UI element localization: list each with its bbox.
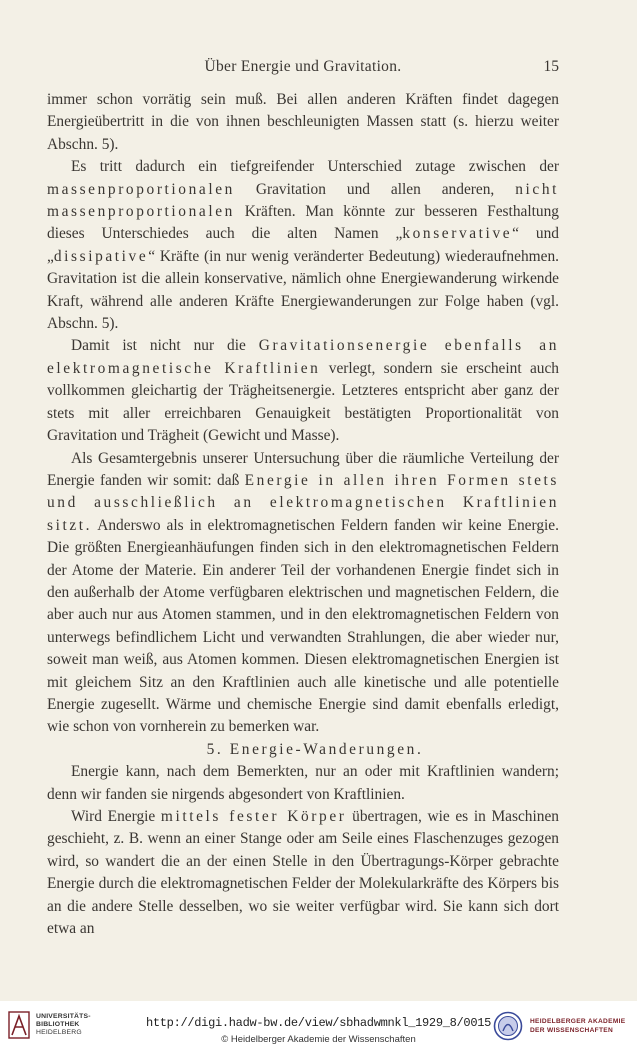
- body-text: [47, 89, 559, 940]
- p6-emphasis: mittels fester Körper: [160, 808, 347, 825]
- copyright-notice: © Heidelberger Akademie der Wissenschaften: [221, 1034, 416, 1045]
- paragraph-1: immer schon vorrätig sein muß. Bei allen anderen Kräften findet dagegen Energieübertritt in die von ihnen beschleunigten Massen statt (s. hierzu weiter Abschn. 5).: [47, 91, 559, 153]
- p3-text-0: Damit ist nicht nur die: [71, 337, 259, 355]
- academy-line-1: HEIDELBERGER AKADEMIE: [530, 1018, 626, 1025]
- p2-emphasis-massenproportionalen: massenproportionalen: [47, 180, 235, 198]
- p4-text-2: Anderswo als in elektromagnetischen Feldern fanden wir keine Energie. Die größten Energieanhäufungen finden sich in den elektromagnetischen Feldern der Atome der Materie. Ein anderer Teil der vorhandenen Energie findet sich in den außerhalb der Atome verfügbaren elektrischen und magnetischen Feldern, die aber auch nur aus Atomen stammen, und in den elektromagnetischen Feldern von unterwegs befindlichem Licht und verwandten Strahlungen, die aber wieder nur, soweit man weiß, aus Atomen kommen. Diesen elektromagnetischen Energien ist mit gleichem Sitz an den Kraftlinien auch alle kinetische und alle potentielle Energie zugesellt. Wärme und chemische Energie sind damit ebenfalls erledigt, wie schon von vornherein zu bemerken war.: [47, 516, 559, 736]
- p4-emphasis: Energie in allen ihren Formen stets und ausschließlich an elektromagnetischen Kraftlinien sitzt.: [47, 471, 559, 534]
- p4-text-0: Als Gesamtergebnis unserer Untersuchung über die räumliche Verteilung der Energie fanden wir somit: daß: [47, 449, 559, 489]
- p6-text-0: Wird Energie: [71, 808, 161, 825]
- p2-text-8: “ Kräfte (in nur wenig veränderter Bedeutung) wiederaufnehmen. Gravitation ist die allein konservative, nämlich ohne Energiewanderung wirkende Kraft, während alle anderen Kräfte Energiewanderungen zur Folge haben (vgl. Abschn. 5).: [47, 247, 559, 333]
- library-line-2: BIBLIOTHEK: [36, 1021, 80, 1028]
- permalink-url[interactable]: http://digi.hadw-bw.de/view/sbhadwmnkl_1929_8/0015: [145, 1016, 492, 1030]
- paragraph-3: [47, 335, 559, 447]
- library-line-3: HEIDELBERG: [36, 1029, 82, 1036]
- section-heading: [47, 739, 559, 761]
- paragraph-2: [47, 156, 559, 335]
- paragraph-5: Energie kann, nach dem Bemerkten, nur an oder mit Kraftlinien wandern; denn wir fanden sie nirgends abgesondert von Kraftlinien.: [47, 763, 559, 803]
- hadw-seal-logo-icon[interactable]: [493, 1011, 523, 1041]
- paragraph-4: [47, 448, 559, 739]
- page-number: 15: [543, 58, 559, 75]
- p2-text-6: “ und „: [47, 225, 560, 265]
- p6-text-2: übertragen, wie es in Maschinen geschieht, z. B. wenn an einer Stange oder am Seile eines Flaschenzuges gezogen wird, so wandert die an der einen Stelle in den Übertragungs-Körper gebrachte Energie durch die elektromagnetischen Felder der Molekularkräfte des Körpers bis an die andere Stelle desselben, wo sie weiter verfügbar wird. Sie kann sich dort etwa an: [47, 808, 559, 938]
- academy-name: [530, 1018, 625, 1035]
- academy-line-2: DER WISSENSCHAFTEN: [530, 1026, 614, 1034]
- p2-emphasis-nicht-massenproportionalen: nicht massenproportionalen: [47, 180, 559, 221]
- p3-emphasis: Gravitationsenergie ebenfalls an elektromagnetische Kraftlinien: [47, 337, 559, 377]
- digitization-footer: [0, 1001, 637, 1051]
- p2-text-2: Gravitation und allen anderen,: [234, 180, 516, 198]
- p3-text-2: verlegt, sondern sie erscheint auch vollkommen gleichartig der Trägheitsenergie. Letzteres entspricht aber ganz der stets mit aller erreichbaren Genauigkeit bestätigten Proportionalität von Gravitation und Trägheit (Gewicht und Masse).: [47, 359, 559, 445]
- running-head-title: Über Energie und Gravitation.: [204, 58, 402, 75]
- paragraph-6: [47, 806, 559, 940]
- library-line-1: UNIVERSITÄTS-: [36, 1013, 91, 1020]
- p2-text-0: Es tritt dadurch ein tiefgreifender Unterschied zutage zwischen der: [71, 158, 559, 176]
- p2-emphasis-dissipative: dissipative: [53, 247, 149, 265]
- p2-emphasis-konservative: konservative: [402, 225, 513, 243]
- section-heading-text: 5. Energie-Wanderungen.: [206, 740, 424, 758]
- p2-text-4: Kräften. Man könnte zur besseren Festhaltung dieses Unterschiedes auch die alten Namen „: [47, 203, 559, 243]
- running-head: [47, 58, 559, 80]
